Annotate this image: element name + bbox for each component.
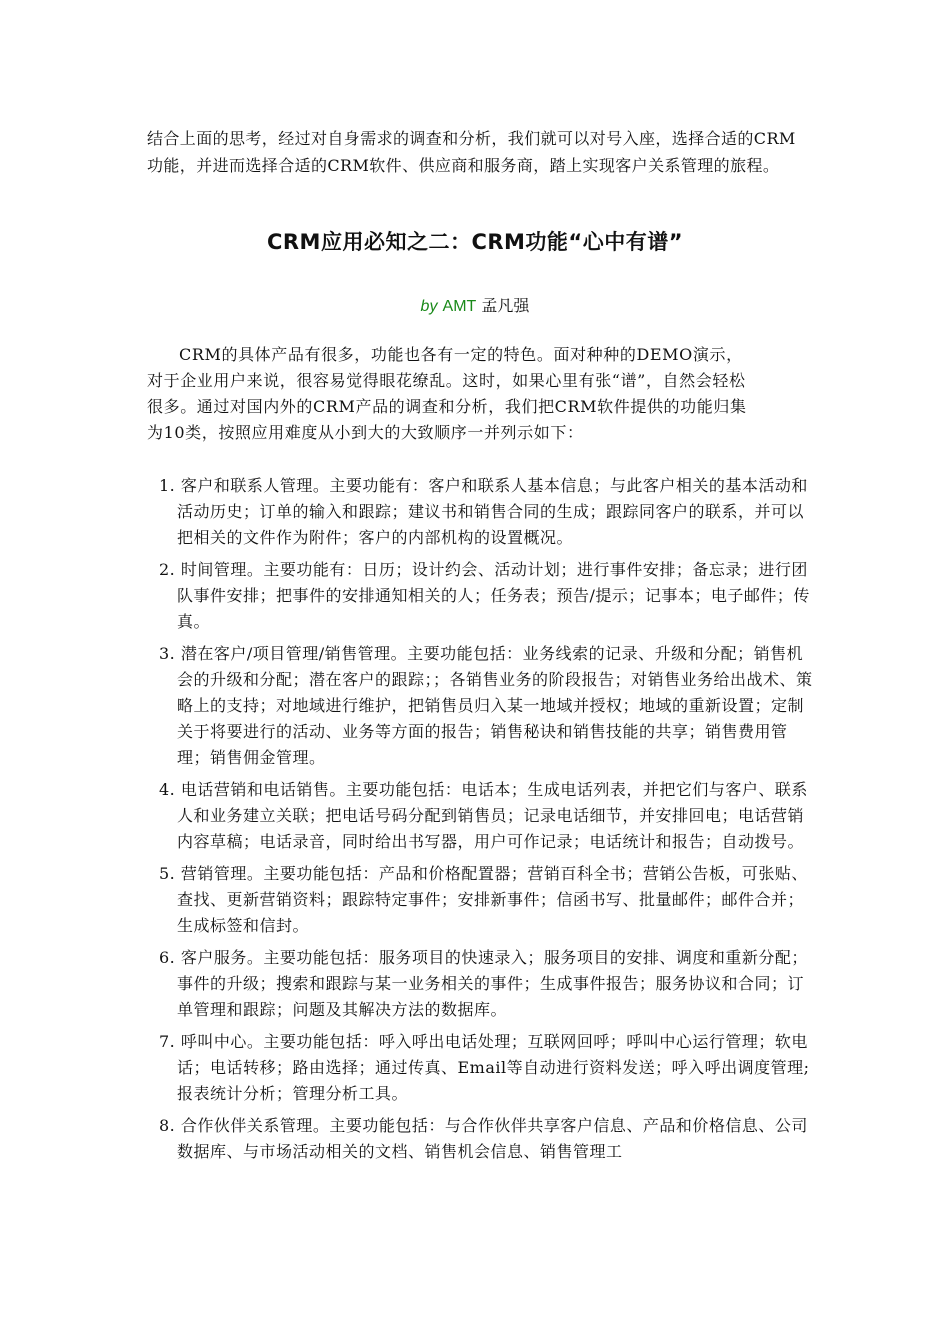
byline-by: by [420,298,438,315]
list-item: 1. 客户和联系人管理。主要功能有：客户和联系人基本信息；与此客户相关的基本活动和活动历史；订单的输入和跟踪；建议书和销售合同的生成；跟踪同客户的联系，并可以把相关的文件作为附件；客户的内部机构的设置概况。 [159,476,808,547]
list-item: 4. 电话营销和电话销售。主要功能包括：电话本；生成电话列表，并把它们与客户、联系人和业务建立关联；把电话号码分配到销售员；记录电话细节，并安排回电；电话营销内容草稿；电话录音，同时给出书写器，用户可作记录；电话统计和报告；自动拨号。 [159,780,808,851]
list-item: 3. 潜在客户/项目管理/销售管理。主要功能包括：业务线索的记录、升级和分配；销售机会的升级和分配；潜在客户的跟踪；；各销售业务的阶段报告；对销售业务给出战术、策略上的支持；对地域进行维护，把销售员归入某一地域并授权；地域的重新设置；定制关于将要进行的活动、业务等方面的报告；销售秘诀和销售技能的共享；销售费用管理；销售佣金管理。 [159,644,813,767]
feature-list [147,473,817,1171]
byline [0,293,950,316]
lead-paragraph: CRM的具体产品有很多，功能也各有一定的特色。面对种种的DEMO演示，对于企业用户来说，很容易觉得眼花缭乱。这时，如果心里有张“谱”，自然会轻松很多。通过对国内外的CRM产品的调查和分析，我们把CRM软件提供的功能归集为10类，按照应用难度从小到大的大致顺序一并列示如下： [147,345,747,442]
article-title: CRM应用必知之二：CRM功能“心中有谱” [266,230,684,254]
byline-author: 孟凡强 [481,296,530,315]
intro-text: 结合上面的思考，经过对自身需求的调查和分析，我们就可以对号入座，选择合适的CRM功能，并进而选择合适的CRM软件、供应商和服务商，踏上实现客户关系管理的旅程。 [147,129,796,175]
list-item: 5. 营销管理。主要功能包括：产品和价格配置器；营销百科全书；营销公告板，可张贴、查找、更新营销资料；跟踪特定事件；安排新事件；信函书写、批量邮件；邮件合并；生成标签和信封。 [159,864,808,935]
byline-org: AMT [442,298,477,315]
list-item: 6. 客户服务。主要功能包括：服务项目的快速录入；服务项目的安排、调度和重新分配；事件的升级；搜索和跟踪与某一业务相关的事件；生成事件报告；服务协议和合同；订单管理和跟踪；问题及其解决方法的数据库。 [159,948,808,1019]
list-item: 2. 时间管理。主要功能有：日历；设计约会、活动计划；进行事件安排；备忘录；进行团队事件安排；把事件的安排通知相关的人；任务表；预告/提示；记事本；电子邮件；传真。 [159,560,810,631]
list-item: 8. 合作伙伴关系管理。主要功能包括：与合作伙伴共享客户信息、产品和价格信息、公司数据库、与市场活动相关的文档、销售机会信息、销售管理工 [159,1116,808,1161]
intro-paragraph [147,125,807,179]
list-item: 7. 呼叫中心。主要功能包括：呼入呼出电话处理；互联网回呼；呼叫中心运行管理；软电话；电话转移；路由选择；通过传真、Email等自动进行资料发送；呼入呼出调度管理;报表统计分析；管理分析工具。 [159,1032,810,1103]
